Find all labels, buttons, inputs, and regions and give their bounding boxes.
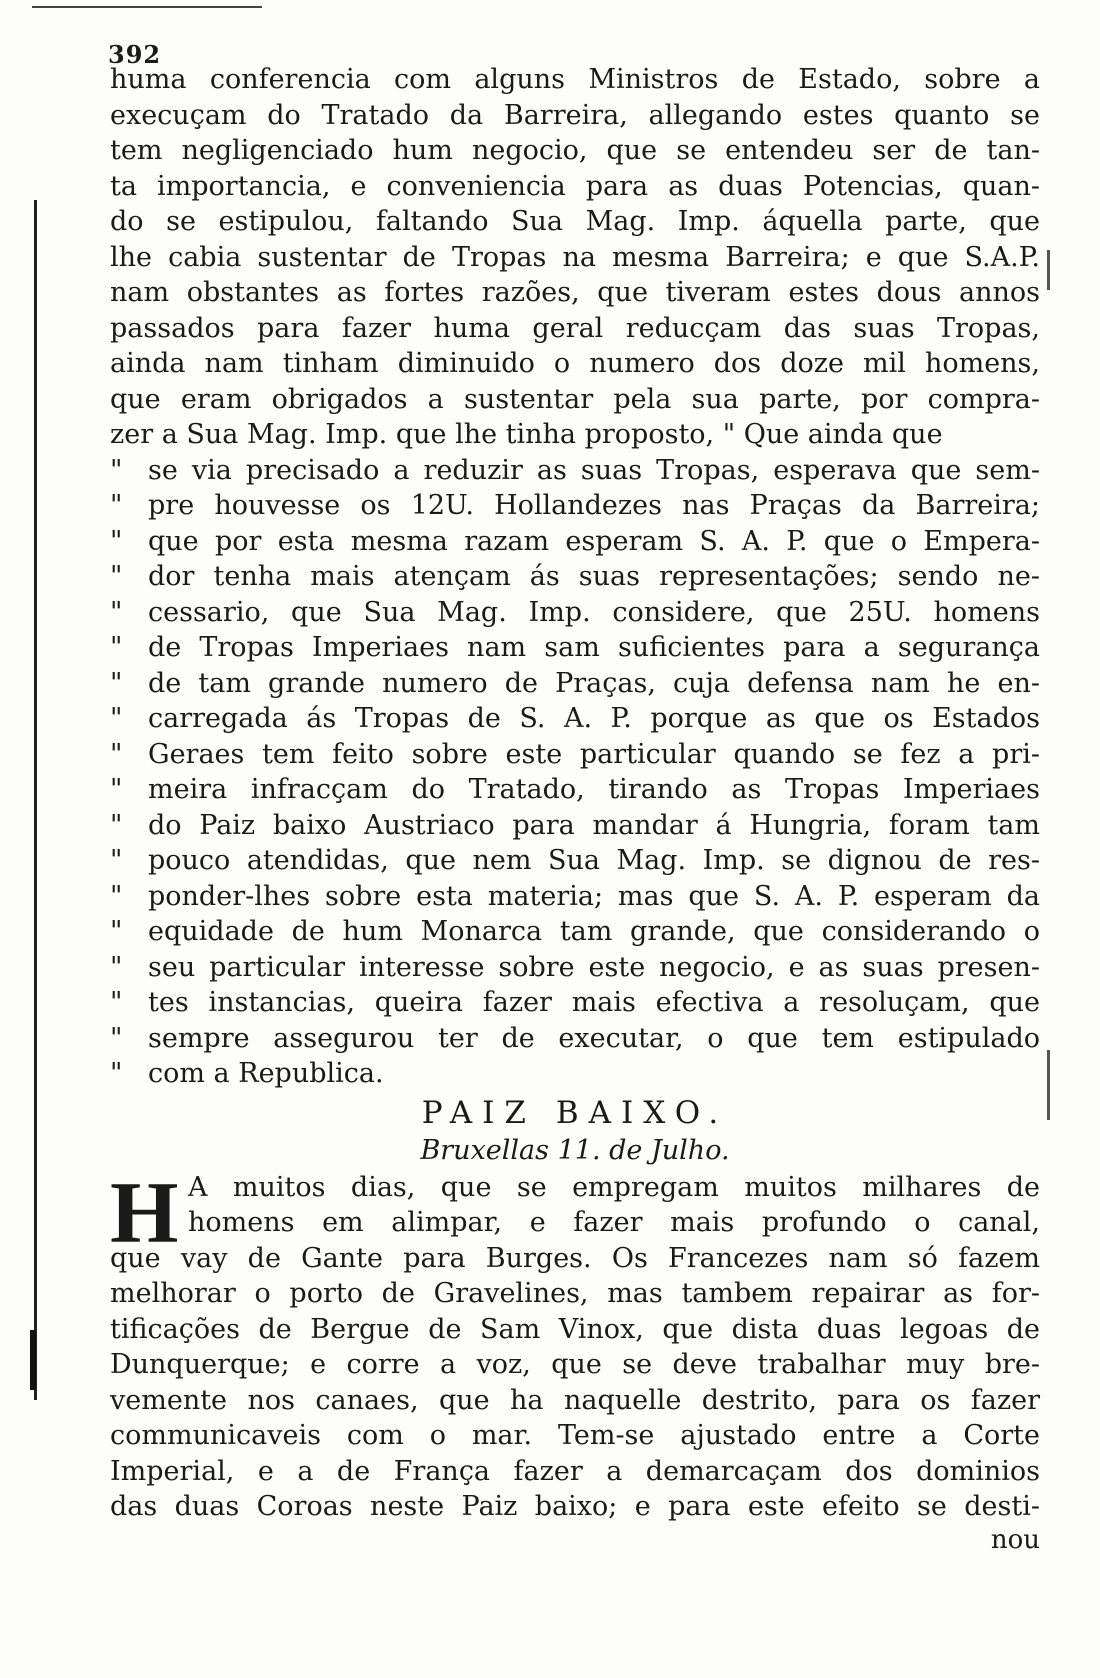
quote-mark: " (110, 1058, 123, 1089)
catchword: nou (990, 1524, 1040, 1555)
quoted-passage (110, 453, 1040, 1092)
line-text: Geraes tem feito sobre este particular quando se fez a pri- (148, 738, 1040, 770)
line-text: das duas Coroas neste Paiz baixo; e para este efeito se desti- (110, 1491, 1040, 1522)
line-text: passados para fazer huma geral reducçam das suas Tropas, (110, 312, 1040, 344)
quote-mark: " (110, 880, 123, 912)
line-text: zer a Sua Mag. Imp. que lhe tinha proposto, " Que ainda que (110, 419, 943, 450)
text-line (110, 62, 1040, 98)
quote-mark: " (110, 703, 123, 734)
text-line (110, 1418, 1040, 1454)
text-line (110, 559, 1040, 595)
text-line (110, 666, 1040, 702)
line-text: cessario, que Sua Mag. Imp. considere, que 25U. homens (148, 596, 1040, 628)
quote-mark: " (110, 916, 123, 947)
paragraph-2-lines (110, 1241, 1040, 1525)
line-text: se via precisado a reduzir as suas Tropas, esperava que sem- (148, 454, 1040, 486)
quote-mark: " (110, 561, 123, 592)
line-text: sempre assegurou ter de executar, o que tem estipulado (148, 1022, 1040, 1054)
text-line (110, 311, 1040, 347)
text-line (110, 950, 1040, 986)
text-line (110, 1276, 1040, 1312)
line-text: pre houvesse os 12U. Hollandezes nas Praças da Barreira; (148, 490, 1040, 521)
text-line (110, 524, 1040, 560)
text-line (110, 1312, 1040, 1348)
text-line (110, 1241, 1040, 1277)
quote-mark: " (110, 1022, 123, 1054)
line-text: do se estipulou, faltando Sua Mag. Imp. áquella parte, que (110, 206, 1040, 237)
text-line (110, 1021, 1040, 1057)
drop-cap: H (110, 1164, 179, 1262)
line-text: do Paiz baixo Austriaco para mandar á Hungria, foram tam (148, 809, 1040, 841)
line-text: carregada ás Tropas de S. A. P. porque as que os Estados (148, 703, 1040, 734)
line-text: de tam grande numero de Praças, cuja defensa nam he en- (148, 667, 1040, 699)
margin-mark (1047, 250, 1050, 290)
text-line (110, 985, 1040, 1021)
text-line (110, 1056, 1040, 1092)
text-line (110, 204, 1040, 240)
page-number: 392 (108, 40, 162, 69)
text-line (110, 630, 1040, 666)
text-line (110, 275, 1040, 311)
binding-edge-line (34, 200, 37, 1400)
quote-mark: " (110, 809, 123, 841)
line-text: huma conferencia com alguns Ministros de Estado, sobre a (110, 64, 1040, 95)
text-line (110, 453, 1040, 489)
text-line (110, 1347, 1040, 1383)
line-text: Imperial, e a de França fazer a demarcaçam dos dominios (110, 1455, 1040, 1487)
text-line (110, 914, 1040, 950)
text-line (188, 1170, 1040, 1206)
paragraph-1 (110, 62, 1040, 453)
line-text: tificações de Bergue de Sam Vinox, que dista duas legoas de (110, 1313, 1040, 1345)
text-line (188, 1205, 1040, 1241)
line-text: ainda nam tinham diminuido o numero dos doze mil homens, (110, 348, 1040, 379)
quote-mark: " (110, 525, 123, 557)
line-text: com a Republica. (148, 1058, 384, 1089)
quote-mark: " (110, 596, 123, 628)
line-text: que por esta mesma razam esperam S. A. P. que o Empera- (148, 525, 1040, 557)
quote-mark: " (110, 667, 123, 699)
text-line (110, 1454, 1040, 1490)
quote-mark: " (110, 951, 123, 983)
line-text: Dunquerque; e corre a voz, que se deve trabalhar muy bre- (110, 1349, 1040, 1380)
line-text: homens em alimpar, e fazer mais profundo o canal, (188, 1207, 1040, 1238)
text-line (110, 879, 1040, 915)
text-line (110, 701, 1040, 737)
dateline: Bruxellas 11. de Julho. (420, 1134, 730, 1166)
quote-mark: " (110, 490, 123, 521)
paragraph-2 (110, 1164, 1040, 1525)
line-text: que vay de Gante para Burges. Os Francezes nam só fazem (110, 1242, 1040, 1274)
top-rule (32, 6, 262, 8)
line-text: ta importancia, e conveniencia para as duas Potencias, quan- (110, 170, 1040, 202)
paragraph-2-indented-lines (110, 1170, 1040, 1241)
quote-mark: " (110, 632, 123, 663)
text-line (110, 240, 1040, 276)
line-text: vemente nos canaes, que ha naquelle destrito, para os fazer (110, 1384, 1040, 1416)
line-text: que eram obrigados a sustentar pela sua parte, por compra- (110, 383, 1040, 415)
text-line (110, 346, 1040, 382)
text-line (110, 417, 1040, 453)
text-line (110, 1383, 1040, 1419)
binding-edge-mark (30, 1330, 36, 1390)
section-heading: PAIZ BAIXO. (421, 1094, 729, 1131)
text-body (110, 62, 1040, 1555)
text-line (110, 133, 1040, 169)
text-line (110, 1489, 1040, 1525)
line-text: lhe cabia sustentar de Tropas na mesma Barreira; e que S.A.P. (110, 241, 1040, 273)
line-text: tem negligenciado hum negocio, que se entendeu ser de tan- (110, 135, 1040, 166)
line-text: tes instancias, queira fazer mais efectiva a resoluçam, que (148, 987, 1040, 1018)
text-line (110, 808, 1040, 844)
line-text: dor tenha mais atençam ás suas representações; sendo ne- (148, 561, 1040, 592)
text-line (110, 843, 1040, 879)
line-text: communicaveis com o mar. Tem-se ajustado entre a Corte (110, 1420, 1040, 1451)
line-text: execuçam do Tratado da Barreira, allegando estes quanto se (110, 99, 1040, 131)
text-line (110, 595, 1040, 631)
line-text: A muitos dias, que se empregam muitos milhares de (188, 1171, 1040, 1203)
text-line (110, 169, 1040, 205)
quote-mark: " (110, 987, 123, 1018)
line-text: ponder-lhes sobre esta materia; mas que S. A. P. esperam da (148, 880, 1040, 912)
line-text: melhorar o porto de Gravelines, mas tambem repairar as for- (110, 1278, 1040, 1309)
margin-mark (1047, 1050, 1050, 1120)
line-text: nam obstantes as fortes razões, que tiveram estes dous annos (110, 277, 1040, 308)
line-text: seu particular interesse sobre este negocio, e as suas presen- (148, 951, 1040, 983)
line-text: pouco atendidas, que nem Sua Mag. Imp. se dignou de res- (148, 845, 1040, 876)
text-line (110, 488, 1040, 524)
line-text: meira infracçam do Tratado, tirando as Tropas Imperiaes (148, 774, 1040, 805)
line-text: de Tropas Imperiaes nam sam suficientes para a segurança (148, 632, 1040, 663)
text-line (110, 382, 1040, 418)
text-line (110, 737, 1040, 773)
quote-mark: " (110, 845, 123, 876)
text-line (110, 772, 1040, 808)
quote-mark: " (110, 454, 123, 486)
line-text: equidade de hum Monarca tam grande, que considerando o (148, 916, 1040, 947)
quote-mark: " (110, 774, 123, 805)
quote-mark: " (110, 738, 123, 770)
text-line (110, 98, 1040, 134)
